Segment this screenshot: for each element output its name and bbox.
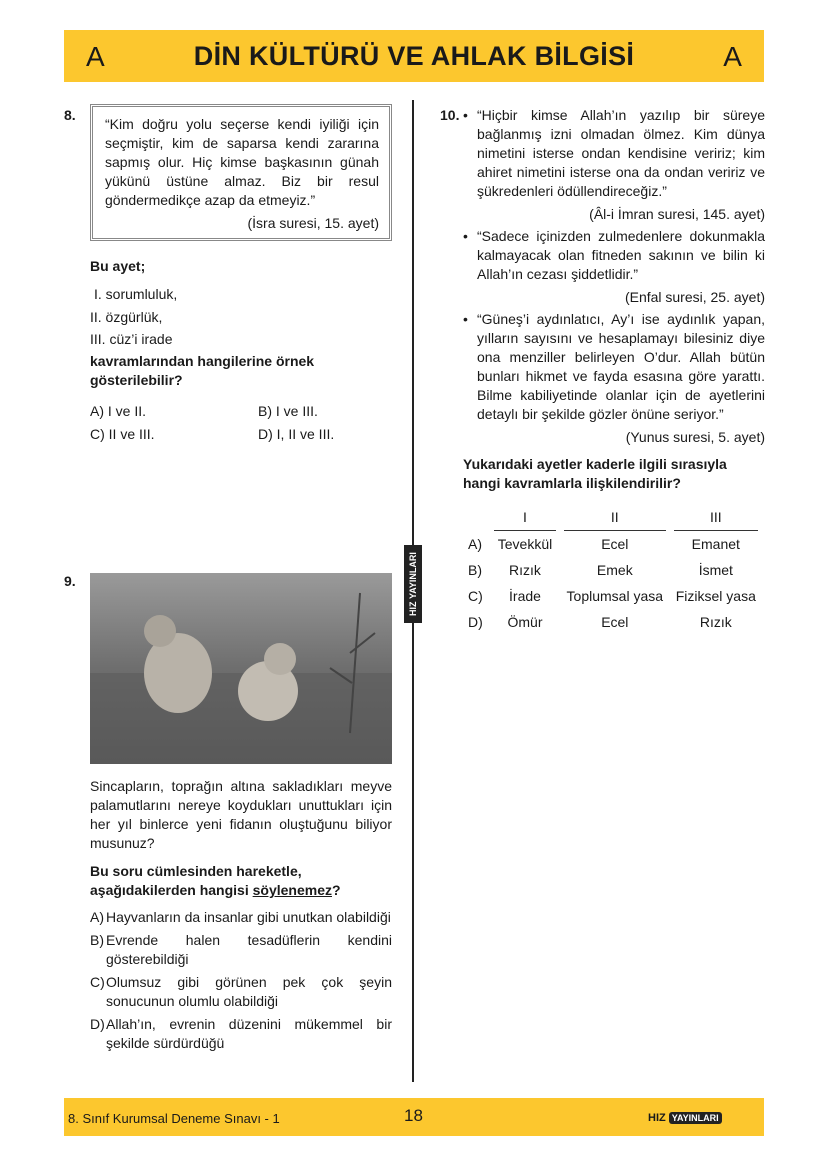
option-b[interactable]: B) Evrende halen tesadüflerin kendini gösterebildiği (90, 932, 392, 967)
question-stem: kavramlarından hangilerine örnek gösterilebilir? (90, 353, 315, 388)
option-a[interactable]: A) I ve II. (90, 403, 147, 419)
question-number: 10. (440, 107, 460, 123)
quote-source: (Yunus suresi, 5. ayet) (625, 429, 765, 445)
quote-list (463, 106, 765, 447)
list-item: II. özgürlük, (90, 308, 163, 325)
option-c[interactable]: C) Olumsuz gibi görünen pek çok şeyin sonucunun olumlu olabildiği (90, 974, 392, 1009)
publisher-logo: HIZ YAYINLARI (648, 1109, 722, 1128)
bullet-quote: • “Hiçbir kimse Allah’ın yazılıp bir süreye bağlanmış izni olmadan ölmez. Kim dünya nimetini isterse ondan kendisine veririz; kim ahiret nimetini isterse ona da ondan veririz ve şükredenleri ödüllendireceğiz.” (Âl-i İmran suresi, 145. ayet) (463, 107, 765, 222)
quote-source: (İsra suresi, 15. ayet) (247, 215, 379, 231)
option-c[interactable]: C) II ve III. (90, 426, 155, 442)
item-list (90, 283, 177, 351)
page-header (64, 30, 764, 82)
question-stem: Yukarıdaki ayetler kaderle ilgili sırasıyla hangi kavramlarla ilişkilendirilir? (463, 456, 727, 491)
bullet-quote: • “Sadece içinizden zulmedenlere dokunmakla kalmayacak olan fitneden sakının ve bilin ki Allah’ın cezası şiddetlidir.” (Enfal suresi, 25. ayet) (463, 228, 765, 305)
bullet-quote: • “Güneş’i aydınlatıcı, Ay’ı ise aydınlık yapan, yılların sayısını ve hesaplamayı bilesiniz diye ona menziller belirleyen O’dur. Allah bütün bunları hikmet ve fayda esasına göre yarattı. Bilme kabiliyetinde olanlar için de ayetlerini detaylı bir şekilde gözler önüne seriyor.” (Yunus suresi, 5. ayet) (463, 311, 765, 445)
quote-source: (Âl-i İmran suresi, 145. ayet) (589, 206, 765, 222)
booklet-letter-right: A (723, 40, 742, 72)
option-c[interactable]: C) İrade Toplumsal yasa Fiziksel yasa (468, 587, 756, 604)
question-number: 8. (64, 107, 76, 123)
answer-table: I II III A) Tevekkül Ecel Emanet B) Rızık Emek İsmet C) İrade Toplumsal yasa Fiziksel yasa D) Ömür Ecel Rızık (460, 505, 766, 635)
options-list (90, 908, 392, 1053)
quote-box (90, 104, 392, 241)
page-footer (64, 1098, 764, 1136)
question-paragraph: Sincapların, toprağın altına sakladıkları meyve palamutlarını nereye koydukları unuttukları için her yıl binlerce yeni fidanın oluştuğunu biliyor musunuz? (90, 778, 392, 851)
option-a[interactable]: A) Hayvanların da insanlar gibi unutkan olabildiği (90, 909, 391, 925)
question-lead: Bu ayet; (90, 258, 146, 274)
quote-source: (Enfal suresi, 25. ayet) (624, 289, 765, 305)
option-b[interactable]: B) I ve III. (258, 403, 318, 419)
booklet-letter-left: A (86, 40, 105, 72)
option-a[interactable]: A) Tevekkül Ecel Emanet (468, 535, 740, 552)
publisher-logo-vertical: HIZ YAYINLARI (404, 545, 422, 623)
question-stem: Bu soru cümlesinden hareketle, aşağıdakilerden hangisi söylenemez? (90, 863, 341, 898)
page-number: 18 (404, 1106, 423, 1125)
quote-text: “Kim doğru yolu seçerse kendi iyiliği için seçmiştir, kim de saparsa kendi zararına sapmış olur. Hiç kimse başkasının günah yükünü üstüne almaz. Biz bir resul göndermedikçe azap da etmeyiz.” (105, 116, 379, 208)
page-title: DİN KÜLTÜRÜ VE AHLAK BİLGİSİ (193, 40, 635, 71)
question-number: 9. (64, 573, 76, 589)
option-b[interactable]: B) Rızık Emek İsmet (468, 561, 733, 578)
list-item: III. cüz’i irade (90, 331, 173, 347)
option-d[interactable]: D) Allah’ın, evrenin düzenini mükemmel bir şekilde sürdürdüğü (90, 1016, 392, 1051)
option-d[interactable]: D) I, II ve III. (258, 426, 335, 442)
exam-name: 8. Sınıf Kurumsal Deneme Sınavı - 1 (68, 1111, 280, 1126)
option-d[interactable]: D) Ömür Ecel Rızık (468, 613, 732, 630)
squirrels-photo (90, 573, 392, 764)
list-item: I. sorumluluk, (94, 286, 178, 302)
